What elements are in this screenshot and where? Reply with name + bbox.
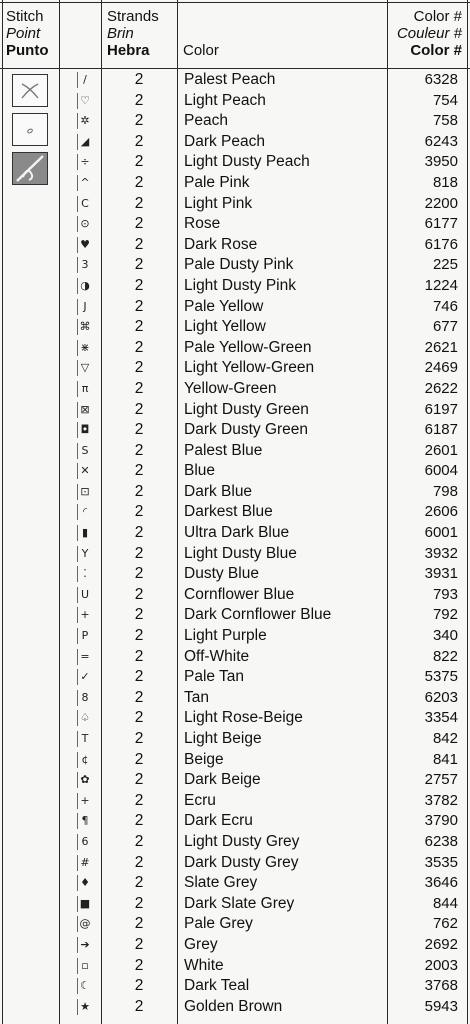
strands-value: 2	[134, 503, 144, 521]
color-number: 3768	[424, 977, 458, 995]
color-name: Dark Peach	[184, 132, 265, 150]
header-colornum-es: Color #	[410, 42, 462, 59]
table-row	[0, 91, 470, 112]
symbol-icon: ✿	[77, 772, 92, 788]
table-row	[0, 894, 470, 915]
color-name: Light Dusty Peach	[184, 153, 310, 171]
strands-value: 2	[134, 379, 144, 397]
strands-value: 2	[134, 935, 144, 953]
table-row	[0, 585, 470, 606]
strands-value: 2	[134, 668, 144, 686]
symbol-icon: ✲	[77, 113, 92, 129]
color-number: 6187	[424, 421, 458, 439]
strands-value: 2	[134, 730, 144, 747]
color-number: 6001	[424, 524, 458, 542]
color-number: 2469	[424, 359, 458, 377]
color-name: Palest Blue	[184, 441, 263, 459]
table-row	[0, 647, 470, 668]
color-number: 798	[432, 482, 458, 500]
symbol-icon: ⁚	[77, 566, 92, 582]
symbol-icon: ^	[77, 175, 92, 191]
color-name: Light Yellow-Green	[184, 359, 315, 377]
symbol-icon: ⌘	[77, 319, 92, 335]
strands-value: 2	[134, 297, 144, 315]
symbol-icon: ♤	[77, 710, 92, 726]
table-row	[0, 873, 470, 894]
color-name: Slate Grey	[184, 874, 258, 892]
symbol-icon: ▽	[77, 360, 92, 376]
strands-value: 2	[134, 853, 144, 871]
symbol-icon: ⋇	[77, 340, 92, 356]
header-stitch	[6, 8, 49, 59]
color-name: Yellow-Green	[184, 379, 277, 397]
strands-value: 2	[134, 338, 144, 356]
strands-value: 2	[134, 256, 144, 274]
color-number: 844	[432, 894, 458, 912]
color-number: 2003	[424, 956, 458, 974]
symbol-icon: ➔	[77, 937, 92, 953]
symbol-icon: T	[77, 731, 92, 747]
table-row	[0, 914, 470, 935]
color-number: 754	[432, 91, 458, 109]
color-name: Dark Teal	[184, 977, 250, 995]
symbol-icon: ✕	[77, 463, 92, 479]
color-name: Pale Dusty Pink	[184, 256, 294, 274]
color-number: 2692	[424, 935, 458, 953]
symbol-icon: ✓	[77, 669, 92, 685]
symbol-icon: +	[77, 793, 92, 809]
strands-value: 2	[134, 544, 144, 562]
table-row	[0, 564, 470, 585]
strands-value: 2	[134, 585, 144, 603]
table-row	[0, 194, 470, 215]
color-number: 2622	[424, 379, 458, 397]
table-row	[0, 729, 470, 750]
table-row	[0, 317, 470, 338]
color-number: 340	[432, 627, 458, 645]
symbol-icon: ¢	[77, 752, 92, 768]
color-number: 2757	[424, 771, 458, 789]
strands-value: 2	[134, 91, 144, 109]
color-number: 746	[432, 297, 458, 315]
color-number: 6177	[424, 215, 458, 233]
color-name: Pale Yellow-Green	[184, 338, 312, 356]
table-row	[0, 791, 470, 812]
color-number: 841	[432, 750, 458, 768]
strands-value: 2	[134, 359, 144, 377]
strands-value: 2	[134, 812, 144, 830]
strands-value: 2	[134, 977, 144, 995]
symbol-icon: +	[77, 607, 92, 623]
table-border-top	[0, 2, 470, 3]
table-row	[0, 626, 470, 647]
symbol-icon: S	[77, 443, 92, 459]
symbol-icon: 6	[77, 834, 92, 850]
color-number: 3790	[424, 812, 458, 830]
strands-value: 2	[134, 153, 144, 171]
strands-value: 2	[134, 709, 144, 727]
symbol-icon: ◜	[77, 504, 92, 520]
strands-value: 2	[134, 173, 144, 191]
color-name: Pale Tan	[184, 668, 245, 686]
color-name: Light Pink	[184, 194, 253, 212]
color-name: Light Dusty Green	[184, 400, 309, 418]
header-color-number	[397, 8, 462, 59]
strands-value: 2	[134, 647, 144, 665]
table-row	[0, 853, 470, 874]
table-row	[0, 956, 470, 977]
color-name: Light Dusty Pink	[184, 276, 296, 294]
strands-value: 2	[134, 565, 144, 583]
table-row	[0, 70, 470, 91]
symbol-icon: 3	[77, 257, 92, 273]
color-name: Pale Yellow	[184, 297, 264, 315]
color-list	[0, 70, 470, 1017]
color-number: 758	[432, 112, 458, 130]
table-row	[0, 379, 470, 400]
header-strands	[107, 8, 159, 59]
color-name: Dark Cornflower Blue	[184, 606, 332, 624]
table-row	[0, 523, 470, 544]
symbol-icon: ◢	[77, 134, 92, 150]
color-name: Beige	[184, 750, 224, 768]
header-strands-fr: Brin	[107, 25, 134, 42]
table-row	[0, 770, 470, 791]
symbol-icon: ⊡	[77, 484, 92, 500]
table-row	[0, 935, 470, 956]
color-name: Dark Blue	[184, 482, 253, 500]
header-divider	[0, 68, 470, 69]
color-name: Darkest Blue	[184, 503, 273, 521]
table-row	[0, 214, 470, 235]
table-row	[0, 420, 470, 441]
color-name: Palest Peach	[184, 71, 276, 88]
color-name: Grey	[184, 935, 218, 953]
symbol-icon: ▮	[77, 525, 92, 541]
strands-value: 2	[134, 482, 144, 500]
strands-value: 2	[134, 606, 144, 624]
color-number: 6197	[424, 400, 458, 418]
table-row	[0, 708, 470, 729]
color-name: Light Purple	[184, 627, 267, 645]
table-row	[0, 338, 470, 359]
table-row	[0, 811, 470, 832]
table-row	[0, 605, 470, 626]
header-colornum-en: Color #	[413, 8, 462, 25]
color-name: Light Rose-Beige	[184, 709, 303, 727]
color-name: Rose	[184, 215, 221, 233]
strands-value: 2	[134, 71, 144, 88]
color-name: Light Peach	[184, 91, 266, 109]
symbol-icon: #	[77, 855, 92, 871]
strands-value: 2	[134, 915, 144, 933]
header-strands-es: Hebra	[107, 42, 150, 59]
color-name: Light Beige	[184, 730, 262, 747]
symbol-icon: ÷	[77, 154, 92, 170]
color-number: 1224	[424, 276, 458, 294]
color-number: 6243	[424, 132, 458, 150]
strands-value: 2	[134, 421, 144, 439]
strands-value: 2	[134, 524, 144, 542]
symbol-icon: ♡	[77, 93, 92, 109]
header-stitch-en: Stitch	[6, 8, 44, 25]
color-number: 6203	[424, 688, 458, 706]
color-name: Dark Slate Grey	[184, 894, 295, 912]
table-row	[0, 276, 470, 297]
table-row	[0, 461, 470, 482]
color-number: 677	[432, 318, 458, 336]
color-name: Blue	[184, 462, 216, 480]
color-name: Pale Grey	[184, 915, 253, 933]
color-name: Light Dusty Grey	[184, 832, 300, 850]
color-name: Dark Dusty Green	[184, 421, 309, 439]
color-name: Off-White	[184, 647, 250, 665]
color-number: 6328	[424, 71, 458, 88]
strands-value: 2	[134, 688, 144, 706]
strands-value: 2	[134, 771, 144, 789]
color-number: 793	[432, 585, 458, 603]
color-name: Peach	[184, 112, 228, 130]
symbol-icon: π	[77, 381, 92, 397]
color-number: 3782	[424, 791, 458, 809]
color-name: Dusty Blue	[184, 565, 259, 583]
color-number: 5375	[424, 668, 458, 686]
header-stitch-es: Punto	[6, 42, 49, 59]
symbol-icon: ■	[77, 896, 92, 912]
color-number: 762	[432, 915, 458, 933]
strands-value: 2	[134, 276, 144, 294]
color-name: Dark Rose	[184, 235, 258, 253]
header-strands-en: Strands	[107, 8, 159, 25]
symbol-icon: ◘	[77, 422, 92, 438]
strands-value: 2	[134, 462, 144, 480]
color-name: White	[184, 956, 224, 974]
table-row	[0, 832, 470, 853]
color-name: Pale Pink	[184, 173, 250, 191]
color-number: 3354	[424, 709, 458, 727]
color-number: 225	[432, 256, 458, 274]
symbol-icon: Y	[77, 546, 92, 562]
color-number: 5943	[424, 997, 458, 1015]
symbol-icon: ★	[77, 999, 92, 1015]
color-number: 842	[432, 730, 458, 747]
strands-value: 2	[134, 791, 144, 809]
strands-value: 2	[134, 132, 144, 150]
table-row	[0, 111, 470, 132]
color-name: Dark Ecru	[184, 812, 253, 830]
header-colornum-fr: Couleur #	[396, 25, 462, 42]
color-name: Cornflower Blue	[184, 585, 295, 603]
color-name: Dark Dusty Grey	[184, 853, 299, 871]
table-row	[0, 688, 470, 709]
table-row	[0, 750, 470, 771]
table-row	[0, 544, 470, 565]
strands-value: 2	[134, 894, 144, 912]
color-number: 3646	[424, 874, 458, 892]
color-name: Tan	[184, 688, 209, 706]
table-row	[0, 441, 470, 462]
table-row	[0, 358, 470, 379]
strands-value: 2	[134, 112, 144, 130]
color-number: 822	[432, 647, 458, 665]
color-number: 818	[432, 173, 458, 191]
table-row	[0, 502, 470, 523]
color-name: Ecru	[184, 791, 216, 809]
symbol-icon: 8	[77, 690, 92, 706]
symbol-icon: U	[77, 587, 92, 603]
strands-value: 2	[134, 235, 144, 253]
table-row	[0, 132, 470, 153]
table-row	[0, 173, 470, 194]
strands-value: 2	[134, 400, 144, 418]
symbol-icon: J	[77, 299, 92, 315]
strands-value: 2	[134, 441, 144, 459]
table-row	[0, 297, 470, 318]
color-name: Dark Beige	[184, 771, 261, 789]
strands-value: 2	[134, 318, 144, 336]
color-number: 2621	[424, 338, 458, 356]
strands-value: 2	[134, 750, 144, 768]
color-number: 792	[432, 606, 458, 624]
strands-value: 2	[134, 997, 144, 1015]
strands-value: 2	[134, 627, 144, 645]
color-number: 6238	[424, 832, 458, 850]
color-number: 3931	[424, 565, 458, 583]
symbol-icon: ⊠	[77, 402, 92, 418]
symbol-icon: @	[77, 916, 92, 932]
strands-value: 2	[134, 956, 144, 974]
header-stitch-fr: Point	[6, 25, 41, 42]
symbol-icon: C	[77, 196, 92, 212]
table-row	[0, 667, 470, 688]
table-row	[0, 152, 470, 173]
symbol-icon: P	[77, 628, 92, 644]
strands-value: 2	[134, 874, 144, 892]
color-number: 2200	[424, 194, 458, 212]
color-name: Golden Brown	[184, 997, 283, 1015]
symbol-icon: ▫	[77, 958, 92, 974]
symbol-icon: ☾	[77, 978, 92, 994]
symbol-icon: /	[77, 72, 92, 88]
symbol-icon: ⊙	[77, 216, 92, 232]
color-number: 3932	[424, 544, 458, 562]
color-name: Light Dusty Blue	[184, 544, 297, 562]
color-number: 6004	[424, 462, 458, 480]
color-number: 3950	[424, 153, 458, 171]
table-row	[0, 482, 470, 503]
header-color: Color	[183, 42, 219, 59]
table-row	[0, 400, 470, 421]
color-number: 2606	[424, 503, 458, 521]
symbol-icon: =	[77, 649, 92, 665]
strands-value: 2	[134, 215, 144, 233]
symbol-icon: ♥	[77, 237, 92, 253]
color-name: Ultra Dark Blue	[184, 524, 290, 542]
symbol-icon: ¶	[77, 813, 92, 829]
symbol-icon: ♦	[77, 875, 92, 891]
color-number: 6176	[424, 235, 458, 253]
color-name: Light Yellow	[184, 318, 266, 336]
table-row	[0, 997, 470, 1018]
color-number: 2601	[424, 441, 458, 459]
table-row	[0, 255, 470, 276]
table-row	[0, 235, 470, 256]
strands-value: 2	[134, 832, 144, 850]
color-number: 3535	[424, 853, 458, 871]
symbol-icon: ◑	[77, 278, 92, 294]
table-row	[0, 976, 470, 997]
strands-value: 2	[134, 194, 144, 212]
